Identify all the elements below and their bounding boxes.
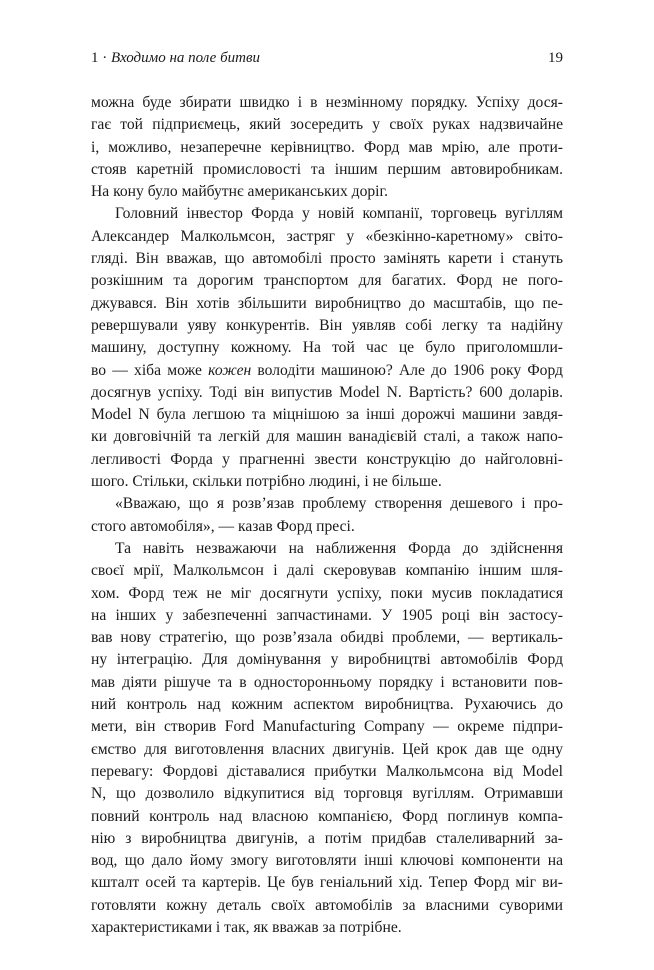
text-line: На кону було майбутнє американських доріг.: [91, 183, 389, 201]
chapter-title: Входимо на поле битви: [111, 50, 260, 66]
text-line: стояв каретній промисловості та іншим першим автовиробникам.: [91, 160, 563, 178]
text-line: ний контроль над кожним аспектом виробництва. Рухаючись до: [91, 696, 563, 714]
text-line: ревершували уяву конкурентів. Він уявляв собі легку та надійну: [91, 316, 563, 334]
text-line: мети, він створив Ford Manufacturing Company — окреме підпри-: [91, 718, 563, 736]
page-number: 19: [548, 50, 563, 66]
text-line: «Вважаю, що я розв’язав проблему створення дешевого і про-: [115, 495, 563, 513]
text-line: і, можливо, незаперечне керівництво. Форд мав мрію, але проти-: [91, 138, 563, 156]
text-line: можна буде збирати швидко і в незмінному порядку. Успіху дося-: [91, 94, 563, 111]
text-line: Головний інвестор Форда у новій компанії, торговець вугіллям: [115, 205, 563, 223]
text-line: своєї мрії, Малкольмсон і далі скеровував компанію іншим шля-: [91, 562, 563, 580]
text-segment: володіти машиною? Але до 1906 року Форд: [251, 361, 563, 379]
chapter-number: 1: [91, 50, 99, 66]
body-text: [91, 92, 563, 939]
text-segment: во — хіба може: [91, 361, 209, 379]
text-line: ємство для виготовлення власних двигунів. Цей крок дав ще одну: [91, 740, 563, 758]
text-line: мав діяти рішуче та в односторонньому порядку і встановити пов-: [91, 673, 563, 691]
text-line: ки довговічній та легкій для машин ванадієвій сталі, а також напо-: [91, 428, 563, 446]
text-line: на інших у забезпеченні запчастинами. У 1905 році він застосу-: [91, 606, 563, 624]
text-line: характеристиками і так, як вважав за потрібне.: [91, 918, 402, 936]
text-line: гляді. Він вважав, що автомобілі просто замінять карети і стануть: [91, 250, 563, 268]
paragraph: [91, 493, 563, 538]
text-line: ну інтеграцію. Для домінування у виробництві автомобілів Форд: [91, 651, 563, 669]
text-line: N, що дозволило відкупитися від торговця вугіллям. Отримавши: [91, 785, 563, 803]
running-head-left: [91, 50, 260, 67]
text-line: повний контроль над власною компанією, Форд поглинув компа-: [91, 807, 563, 825]
text-line: вав нову стратегію, що розв’язала обидві проблеми, — вертикаль-: [91, 629, 563, 647]
text-line: хом. Форд теж не міг досягнути успіху, поки мусив покладатися: [91, 584, 563, 602]
text-line: нію з виробництва двигунів, а потім придбав сталеливарний за-: [91, 829, 563, 847]
text-line: машину, доступну кожному. На той час це було приголомшли-: [91, 339, 563, 357]
text-line: Model N була легшою та міцнішою за інші дорожчі машини завдя-: [91, 406, 563, 424]
running-head: [91, 50, 563, 70]
text-line: перевагу: Фордові діставалися прибутки Малкольмсона від Model: [91, 762, 563, 780]
text-line: Та навіть незважаючи на наближення Форда до здійснення: [115, 539, 563, 557]
emphasis-text: кожен: [208, 361, 252, 379]
text-line: досягнув успіху. Тоді він випустив Model N. Вартість? 600 доларів.: [91, 383, 563, 401]
text-line: розкішним та дорогим транспортом для багатих. Форд не пого-: [91, 272, 563, 290]
paragraph: [91, 92, 563, 203]
text-line: вод, що дало йому змогу виготовляти інші ключові компоненти на: [91, 852, 563, 870]
text-line: готовляти кожну деталь своїх автомобілів за власними суворими: [91, 896, 563, 914]
text-line: кшталт осей та картерів. Це був геніальний хід. Тепер Форд міг ви-: [91, 874, 563, 892]
text-line: Александер Малкольмсон, застряг у «безкінно-каретному» світо-: [91, 227, 563, 245]
text-line: [91, 360, 563, 382]
paragraph: [91, 538, 563, 939]
paragraph: [91, 203, 563, 493]
text-line: легливості Форда у прагненні звести конструкцію до найголовні-: [91, 450, 563, 468]
header-separator: ·: [102, 50, 108, 66]
text-line: джувався. Він хотів збільшити виробництво до масштабів, що пе-: [91, 294, 563, 312]
text-line: шого. Стільки, скільки потрібно людині, і не більше.: [91, 473, 442, 491]
text-line: стого автомобіля», — казав Форд пресі.: [91, 517, 355, 535]
text-line: гає той підприємець, який зосередить у своїх руках надзвичайне: [91, 116, 563, 134]
